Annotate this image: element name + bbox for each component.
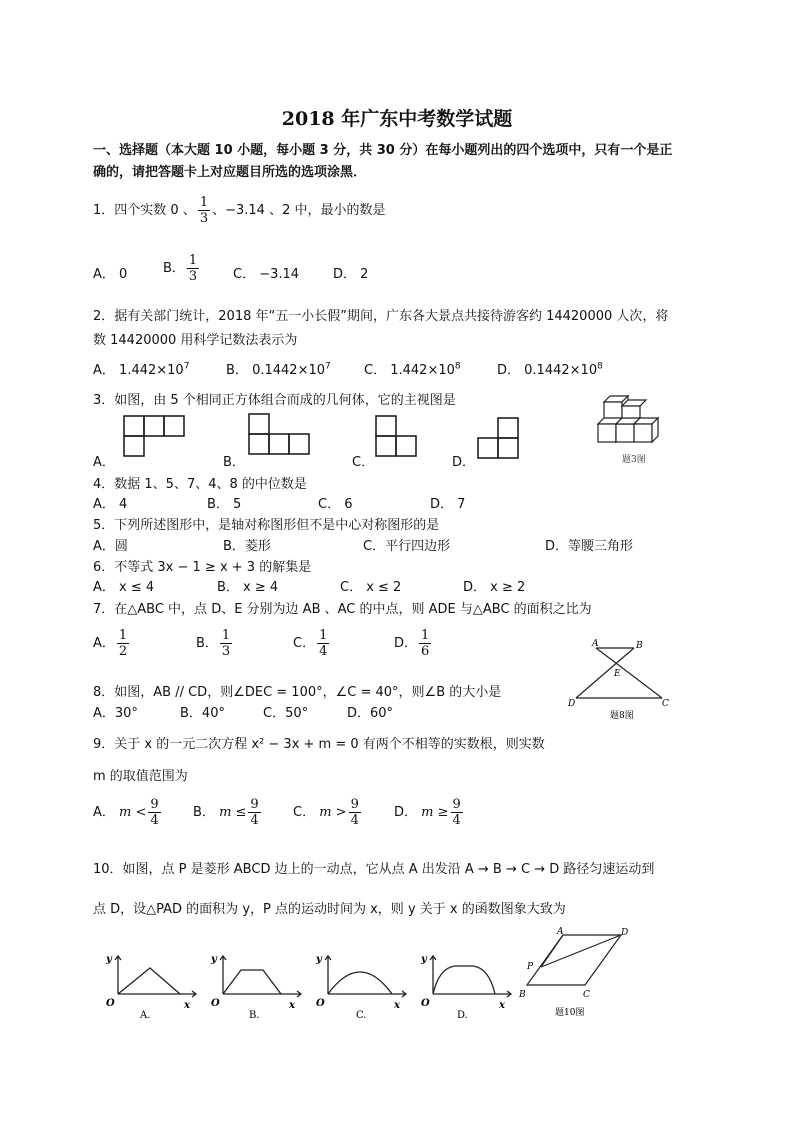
q2-option-a-times: ×10 [156, 363, 184, 378]
q10-graph-c-origin: O [316, 998, 325, 1009]
q10-graph-a-curve [118, 968, 180, 994]
q7-option-d-label: D． [394, 636, 418, 651]
q2-option-c-times: ×10 [427, 363, 455, 378]
q10-graph-a[interactable] [100, 950, 200, 1022]
q2-option-a-mantissa: 1.442 [119, 363, 157, 378]
q10-graph-d-curve [433, 966, 495, 994]
q10-rhombus [527, 935, 621, 985]
question-2-line1: 2．据有关部门统计，2018 年“五一小长假”期间，广东各大景点共接待游客约 14420000 人次，将 [93, 309, 669, 324]
q10-graph-d-ylabel: y [421, 954, 427, 965]
q7-option-b-label: B． [196, 636, 218, 651]
q10-graph-d-label: D. [457, 1010, 468, 1021]
q3-option-c-label[interactable]: C． [352, 455, 375, 470]
question-9-line2: m 的取值范围为 [93, 769, 188, 784]
q5-option-b[interactable]: B．菱形 [223, 539, 271, 554]
q2-option-b-exp: 7 [325, 361, 331, 372]
question-9-line1: 9．关于 x 的一元二次方程 x² − 3x + m = 0 有两个不相等的实数根，则实数 [93, 737, 545, 752]
q2-option-c[interactable] [364, 359, 461, 378]
q9-option-a-num: 9 [150, 797, 159, 812]
question-10-line2: 点 D，设△PAD 的面积为 y，P 点的运动时间为 x，则 y 关于 x 的函数图象大致为 [93, 902, 566, 917]
q7-option-d-num: 1 [421, 628, 430, 643]
q1-option-b-label: B． [163, 261, 185, 276]
q2-option-a-exp: 7 [183, 361, 190, 372]
q10-figure-rhombus [515, 925, 645, 1025]
q1-option-c[interactable]: C． −3.14 [233, 267, 300, 282]
q10-graph-b-ylabel: y [211, 954, 217, 965]
q8-option-b[interactable]: B．40° [180, 706, 225, 721]
q9-option-b-lhs: m ≤ [219, 805, 247, 820]
q2-option-c-mantissa: 1.442 [390, 363, 428, 378]
q1-option-b-den: 3 [188, 269, 198, 284]
q9-option-b-num: 9 [250, 797, 259, 812]
q2-option-b-label: B． [226, 363, 248, 378]
q3-view-a[interactable] [120, 414, 190, 464]
q9-option-b-label: B． [193, 805, 215, 820]
q5-option-c[interactable]: C．平行四边形 [363, 539, 451, 554]
q9-option-d-num: 9 [452, 797, 461, 812]
question-6-stem: 6．不等式 3x − 1 ≥ x + 3 的解集是 [93, 560, 312, 575]
q7-option-b[interactable] [196, 628, 234, 659]
q2-option-d-times: ×10 [569, 363, 598, 378]
q3-figure-caption: 题3图 [622, 455, 646, 465]
q9-option-d[interactable] [394, 797, 465, 828]
q7-option-d[interactable] [394, 628, 433, 659]
q10-label-d: D [621, 928, 629, 938]
q1-frac-num: 1 [199, 195, 209, 210]
q8-label-d: D [568, 699, 576, 709]
q2-option-a[interactable] [93, 359, 189, 378]
question-3-stem: 3．如图，由 5 个相同正方体组合而成的几何体，它的主视图是 [93, 393, 456, 408]
q2-option-d-mantissa: 0.1442 [524, 363, 570, 378]
q10-graph-b-origin: O [211, 998, 220, 1009]
q9-option-c[interactable] [293, 797, 363, 828]
question-1-stem [93, 195, 385, 226]
q7-option-a-num: 1 [118, 628, 128, 643]
q1-frac-den: 3 [199, 211, 209, 226]
q7-option-a[interactable] [93, 628, 131, 659]
q7-option-a-den: 2 [118, 644, 128, 659]
q7-option-d-den: 6 [421, 644, 430, 659]
q9-option-d-label: D． [394, 805, 418, 820]
q9-option-d-lhs: m ≥ [421, 805, 449, 820]
q8-label-b: B [636, 641, 643, 651]
q4-option-a[interactable]: A． 4 [93, 497, 128, 512]
q10-graph-c[interactable] [310, 950, 410, 1022]
q8-figure-caption: 题8图 [610, 711, 634, 721]
q1-option-b[interactable] [163, 253, 201, 284]
q1-fraction [198, 195, 210, 226]
q8-label-c: C [662, 699, 669, 709]
q2-option-d-label: D． [497, 363, 521, 378]
q10-graph-a-label: A. [140, 1010, 151, 1021]
q3-view-c[interactable] [372, 414, 422, 464]
q9-option-a-lhs: m < [119, 805, 147, 820]
q7-option-a-label: A． [93, 636, 115, 651]
q1-stem-post: 、−3.14 、2 中，最小的数是 [212, 203, 386, 218]
q9-option-a-den: 4 [150, 813, 159, 828]
q10-graph-a-xlabel: x [184, 1000, 190, 1011]
q6-option-b[interactable]: B． x ≥ 4 [217, 580, 279, 595]
q9-option-a[interactable] [93, 797, 163, 828]
q9-option-b-fraction [248, 797, 260, 828]
q8-label-e: E [614, 669, 621, 679]
q10-graph-a-ylabel: y [106, 954, 112, 965]
q10-graph-d[interactable] [415, 950, 515, 1022]
q10-graph-c-ylabel: y [316, 954, 322, 965]
q4-option-d[interactable]: D． 7 [430, 497, 466, 512]
q9-option-c-num: 9 [350, 797, 359, 812]
q9-option-c-den: 4 [350, 813, 359, 828]
q10-label-p: P [527, 962, 534, 972]
q2-option-c-label: C． [364, 363, 387, 378]
q2-option-b-mantissa: 0.1442 [252, 363, 298, 378]
question-2-line2: 数 14420000 用科学记数法表示为 [93, 333, 298, 348]
q7-option-a-fraction [117, 628, 129, 659]
q3-view-b[interactable] [245, 410, 315, 460]
q10-graph-c-xlabel: x [394, 1000, 400, 1011]
q9-option-a-fraction [148, 797, 160, 828]
q9-option-d-fraction [451, 797, 463, 828]
question-8-stem: 8．如图，AB // CD，则∠DEC = 100°，∠C = 40°，则∠B 的大小是 [93, 685, 502, 700]
q5-option-d[interactable]: D．等腰三角形 [545, 539, 634, 554]
q2-option-a-label: A． [93, 363, 115, 378]
q10-label-b: B [519, 990, 526, 1000]
q7-option-c-fraction [317, 628, 329, 659]
q9-option-c-lhs: m > [319, 805, 347, 820]
q9-option-b-den: 4 [250, 813, 259, 828]
q9-option-c-fraction [349, 797, 361, 828]
q9-option-d-den: 4 [452, 813, 461, 828]
q7-option-b-num: 1 [221, 628, 231, 643]
section-instructions-line2: 确的，请把答题卡上对应题目所选的选项涂黑． [93, 165, 367, 180]
section-instructions-line1: 一、选择题（本大题 10 小题，每小题 3 分，共 30 分）在每小题列出的四个选项中，只有一个是正 [93, 143, 673, 158]
q6-option-a[interactable]: A． x ≤ 4 [93, 580, 155, 595]
question-4-stem: 4．数据 1、5、7、4、8 的中位数是 [93, 477, 307, 492]
q9-option-a-label: A． [93, 805, 115, 820]
q8-figure [566, 636, 676, 722]
q7-option-d-fraction [419, 628, 431, 659]
q7-option-c[interactable] [293, 628, 331, 659]
q9-option-b[interactable] [193, 797, 263, 828]
q10-graph-c-curve [328, 972, 392, 994]
question-10-line1: 10．如图，点 P 是菱形 ABCD 边上的一动点，它从点 A 出发沿 A → B → C → D 路径匀速运动到 [93, 862, 655, 877]
q3-option-a-label[interactable]: A． [93, 455, 115, 470]
q1-option-a[interactable]: A． 0 [93, 267, 128, 282]
q6-option-c[interactable]: C． x ≤ 2 [340, 580, 402, 595]
q2-option-c-exp: 8 [454, 361, 461, 372]
q7-option-b-fraction [220, 628, 232, 659]
q1-stem-pre: 1．四个实数 0 、 [93, 203, 196, 218]
q7-option-c-label: C． [293, 636, 316, 651]
q10-label-c: C [583, 990, 590, 1000]
q10-graph-b[interactable] [205, 950, 305, 1022]
q10-graph-d-xlabel: x [499, 1000, 505, 1011]
q3-option-b-label[interactable]: B． [223, 455, 245, 470]
q7-option-c-den: 4 [319, 644, 328, 659]
q7-option-b-den: 3 [221, 644, 231, 659]
q6-option-d[interactable]: D． x ≥ 2 [463, 580, 526, 595]
q10-graph-c-label: C. [356, 1010, 367, 1021]
q1-option-b-fraction [187, 253, 199, 284]
q1-option-d[interactable]: D． 2 [333, 267, 369, 282]
q10-graph-b-curve [223, 970, 281, 994]
q4-option-c[interactable]: C． 6 [318, 497, 353, 512]
q10-graph-d-origin: O [421, 998, 430, 1009]
q3-figure-cubes [592, 394, 672, 466]
q10-graph-a-origin: O [106, 998, 115, 1009]
q1-option-b-num: 1 [188, 253, 198, 268]
q7-option-c-num: 1 [319, 628, 328, 643]
q8-label-a: A [592, 639, 599, 649]
q2-option-d-exp: 8 [597, 361, 603, 372]
q3-view-d[interactable] [474, 416, 524, 466]
q10-label-a: A [557, 927, 564, 937]
q10-graph-b-label: B. [249, 1010, 260, 1021]
question-5-stem: 5．下列所述图形中，是轴对称图形但不是中心对称图形的是 [93, 518, 440, 533]
q2-option-b-times: ×10 [297, 363, 325, 378]
q9-option-c-label: C． [293, 805, 316, 820]
question-7-stem: 7．在△ABC 中，点 D、E 分别为边 AB 、AC 的中点，则 ADE 与△ABC 的面积之比为 [93, 602, 592, 617]
q8-option-d[interactable]: D．60° [347, 706, 394, 721]
q3-option-d-label[interactable]: D． [452, 455, 476, 470]
q10-graph-b-xlabel: x [289, 1000, 295, 1011]
page-title: 2018 年广东中考数学试题 [281, 108, 513, 130]
q2-option-b[interactable] [226, 359, 331, 378]
q5-option-a[interactable]: A．圆 [93, 539, 128, 554]
q4-option-b[interactable]: B． 5 [207, 497, 242, 512]
q8-option-c[interactable]: C．50° [263, 706, 309, 721]
q2-option-d[interactable] [497, 359, 603, 378]
q10-figure-caption: 题10图 [555, 1008, 585, 1018]
q8-option-a[interactable]: A．30° [93, 706, 138, 721]
